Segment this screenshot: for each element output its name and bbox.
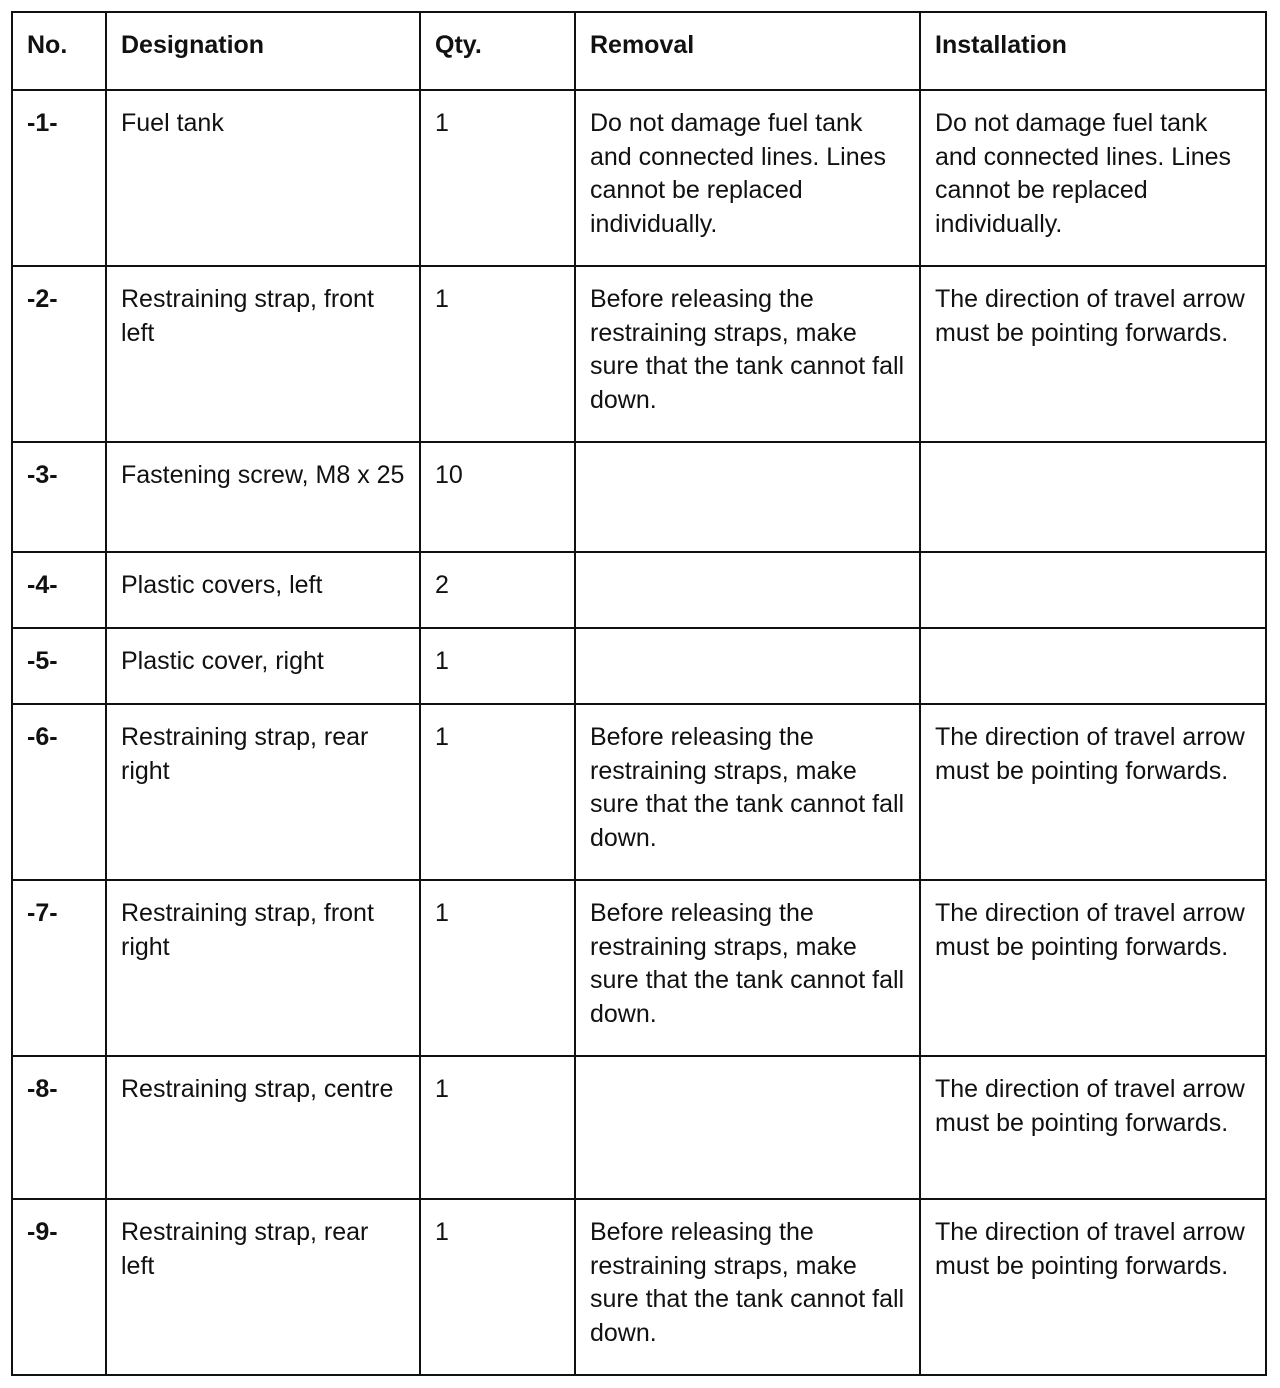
cell-no: -5-: [12, 628, 106, 704]
cell-qty: 1: [420, 90, 575, 266]
table-row: [12, 90, 1266, 266]
cell-no: -2-: [12, 266, 106, 442]
cell-designation: Restraining strap, rear left: [106, 1199, 420, 1375]
cell-qty: 1: [420, 1056, 575, 1199]
cell-removal: Before releasing the restraining straps, make sure that the tank cannot fall down.: [575, 704, 920, 880]
parts-table: [11, 11, 1267, 1376]
cell-installation: The direction of travel arrow must be pointing forwards.: [920, 1056, 1266, 1199]
table-row: [12, 442, 1266, 552]
cell-removal: Before releasing the restraining straps, make sure that the tank cannot fall down.: [575, 1199, 920, 1375]
header-row: [12, 12, 1266, 90]
cell-qty: 1: [420, 628, 575, 704]
cell-designation: Plastic covers, left: [106, 552, 420, 628]
cell-qty: 1: [420, 880, 575, 1056]
header-removal: Removal: [575, 12, 920, 90]
cell-designation: Fuel tank: [106, 90, 420, 266]
cell-installation: The direction of travel arrow must be pointing forwards.: [920, 704, 1266, 880]
table-row: [12, 266, 1266, 442]
cell-qty: 1: [420, 266, 575, 442]
cell-removal: Before releasing the restraining straps, make sure that the tank cannot fall down.: [575, 266, 920, 442]
cell-no: -9-: [12, 1199, 106, 1375]
cell-removal: Before releasing the restraining straps, make sure that the tank cannot fall down.: [575, 880, 920, 1056]
cell-installation: [920, 442, 1266, 552]
cell-qty: 10: [420, 442, 575, 552]
cell-installation: Do not damage fuel tank and connected lines. Lines cannot be replaced individually.: [920, 90, 1266, 266]
cell-designation: Restraining strap, front left: [106, 266, 420, 442]
cell-removal: Do not damage fuel tank and connected lines. Lines cannot be replaced individually.: [575, 90, 920, 266]
table-row: [12, 880, 1266, 1056]
cell-no: -1-: [12, 90, 106, 266]
table-row: [12, 1056, 1266, 1199]
header-designation: Designation: [106, 12, 420, 90]
cell-designation: Fastening screw, M8 x 25: [106, 442, 420, 552]
table-row: [12, 704, 1266, 880]
cell-no: -6-: [12, 704, 106, 880]
cell-no: -4-: [12, 552, 106, 628]
cell-installation: [920, 628, 1266, 704]
cell-removal: [575, 628, 920, 704]
cell-designation: Restraining strap, front right: [106, 880, 420, 1056]
cell-designation: Plastic cover, right: [106, 628, 420, 704]
cell-no: -3-: [12, 442, 106, 552]
header-installation: Installation: [920, 12, 1266, 90]
cell-installation: The direction of travel arrow must be pointing forwards.: [920, 1199, 1266, 1375]
cell-installation: The direction of travel arrow must be pointing forwards.: [920, 880, 1266, 1056]
header-no: No.: [12, 12, 106, 90]
cell-no: -7-: [12, 880, 106, 1056]
cell-removal: [575, 552, 920, 628]
header-qty: Qty.: [420, 12, 575, 90]
cell-qty: 1: [420, 704, 575, 880]
cell-designation: Restraining strap, rear right: [106, 704, 420, 880]
cell-removal: [575, 1056, 920, 1199]
cell-removal: [575, 442, 920, 552]
cell-installation: [920, 552, 1266, 628]
cell-designation: Restraining strap, centre: [106, 1056, 420, 1199]
table-row: [12, 552, 1266, 628]
table-row: [12, 1199, 1266, 1375]
cell-qty: 2: [420, 552, 575, 628]
cell-installation: The direction of travel arrow must be pointing forwards.: [920, 266, 1266, 442]
cell-qty: 1: [420, 1199, 575, 1375]
cell-no: -8-: [12, 1056, 106, 1199]
table-row: [12, 628, 1266, 704]
